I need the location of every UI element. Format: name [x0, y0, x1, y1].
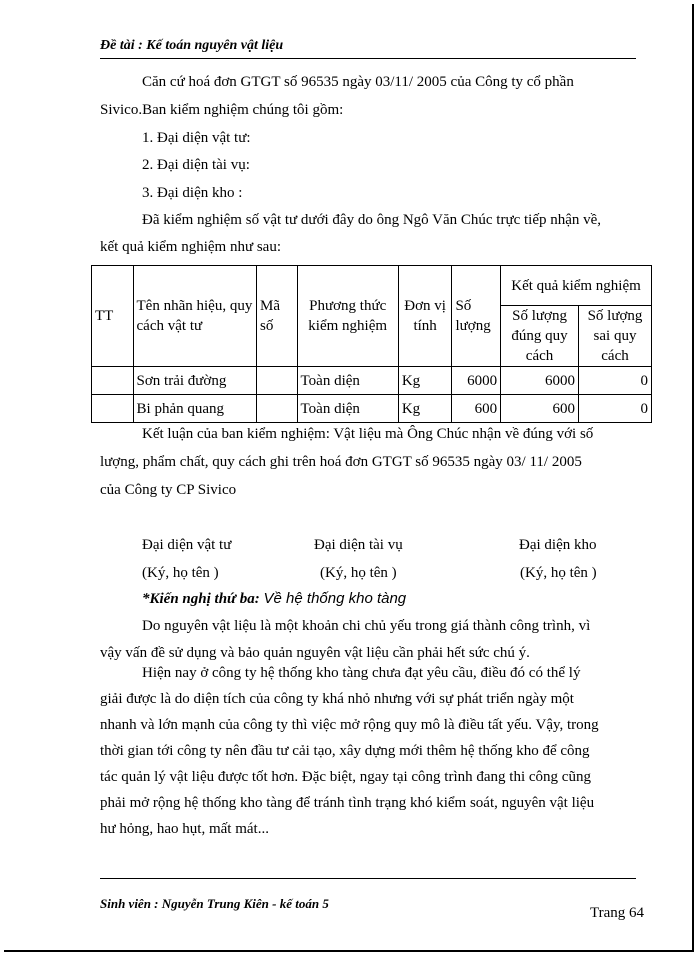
recommendation-heading-rest: Về hệ thống kho tàng	[263, 590, 407, 607]
conclusion-line: Kết luận của ban kiểm nghiệm: Vật liệu mà Ông Chúc nhận về đúng với số	[142, 426, 594, 442]
header-tt: TT	[92, 266, 134, 367]
recommendation-heading	[142, 590, 406, 608]
signature-title: Đại diện tài vụ	[314, 537, 403, 553]
conclusion-line: của Công ty CP Sivico	[100, 482, 237, 498]
header-wrong: Số lượng sai quy cách	[579, 306, 652, 367]
page-number: Trang 64	[590, 905, 645, 921]
paragraph-line: tác quản lý vật liệu được tốt hơn. Đặc biệt, ngay tại công trình đang thi công cũng	[100, 769, 591, 785]
paragraph-line: Đã kiểm nghiệm số vật tư dưới đây do ông Ngô Văn Chúc trực tiếp nhận về,	[142, 212, 602, 228]
header-result: Kết quả kiểm nghiệm	[501, 266, 652, 306]
footer-rule	[100, 878, 636, 879]
header-correct: Số lượng đúng quy cách	[501, 306, 579, 367]
list-item: 3. Đại diện kho :	[142, 185, 243, 201]
cell-name: Bi phản quang	[133, 395, 257, 423]
table-row	[92, 395, 652, 423]
cell-unit: Kg	[398, 367, 452, 395]
paragraph-line: Do nguyên vật liệu là một khoản chi chủ yếu trong giá thành công trình, vì	[142, 618, 591, 634]
paragraph-line: nhanh và lớn mạnh của công ty thì việc mở rộng quy mô là điều tất yếu. Vậy, trong	[100, 717, 599, 733]
list-item: 1. Đại diện vật tư:	[142, 130, 251, 146]
paragraph-line: kết quả kiểm nghiệm như sau:	[100, 239, 282, 255]
header-title: Đề tài : Kế toán nguyên vật liệu	[100, 38, 284, 53]
cell-qty: 6000	[452, 367, 501, 395]
signature-note: (Ký, họ tên )	[320, 565, 397, 581]
paragraph-line: vậy vấn đề sử dụng và bảo quản nguyên vật liệu cần phải hết sức chú ý.	[100, 645, 530, 661]
cell-correct: 6000	[501, 367, 579, 395]
paragraph-line: giải được là do diện tích của công ty khá nhỏ nhưng với sự phát triển ngày một	[100, 691, 574, 707]
inspection-table	[91, 265, 652, 423]
header-method: Phương thức kiểm nghiệm	[297, 266, 398, 367]
footer-student: Sinh viên : Nguyễn Trung Kiên - kế toán 5	[100, 896, 329, 911]
cell-wrong: 0	[579, 367, 652, 395]
paragraph-line: Căn cứ hoá đơn GTGT số 96535 ngày 03/11/ 2005 của Công ty cổ phần	[142, 74, 574, 90]
recommendation-heading-bold: *Kiến nghị thứ ba:	[142, 591, 260, 607]
paragraph-line: hư hỏng, hao hụt, mất mát...	[100, 821, 269, 837]
cell-qty: 600	[452, 395, 501, 423]
cell-correct: 600	[501, 395, 579, 423]
table-row	[92, 367, 652, 395]
signature-note: (Ký, họ tên )	[520, 565, 597, 581]
signature-title: Đại diện kho	[519, 537, 597, 553]
cell-unit: Kg	[398, 395, 452, 423]
cell-name: Sơn trải đường	[133, 367, 257, 395]
header-code: Mã số	[257, 266, 298, 367]
signature-note: (Ký, họ tên )	[142, 565, 219, 581]
header-qty: Số lượng	[452, 266, 501, 367]
signature-title: Đại diện vật tư	[142, 537, 232, 553]
list-item: 2. Đại diện tài vụ:	[142, 157, 250, 173]
paragraph-line: thời gian tới công ty nên đầu tư cải tạo, xây dựng mới thêm hệ thống kho để công	[100, 743, 590, 759]
conclusion-line: lượng, phẩm chất, quy cách ghi trên hoá đơn GTGT số 96535 ngày 03/ 11/ 2005	[100, 454, 582, 470]
paragraph-line: phải mở rộng hệ thống kho tàng để tránh tình trạng khó kiểm soát, nguyên vật liệu	[100, 795, 595, 811]
cell-wrong: 0	[579, 395, 652, 423]
header-name: Tên nhãn hiệu, quy cách vật tư	[133, 266, 257, 367]
paragraph-line: Hiện nay ở công ty hệ thống kho tàng chưa đạt yêu cầu, điều đó có thể lý	[142, 665, 581, 681]
cell-method: Toàn diện	[297, 395, 398, 423]
header-unit: Đơn vị tính	[398, 266, 452, 367]
header-rule	[100, 58, 636, 59]
cell-method: Toàn diện	[297, 367, 398, 395]
paragraph-line: Sivico.Ban kiểm nghiệm chúng tôi gồm:	[100, 102, 344, 118]
